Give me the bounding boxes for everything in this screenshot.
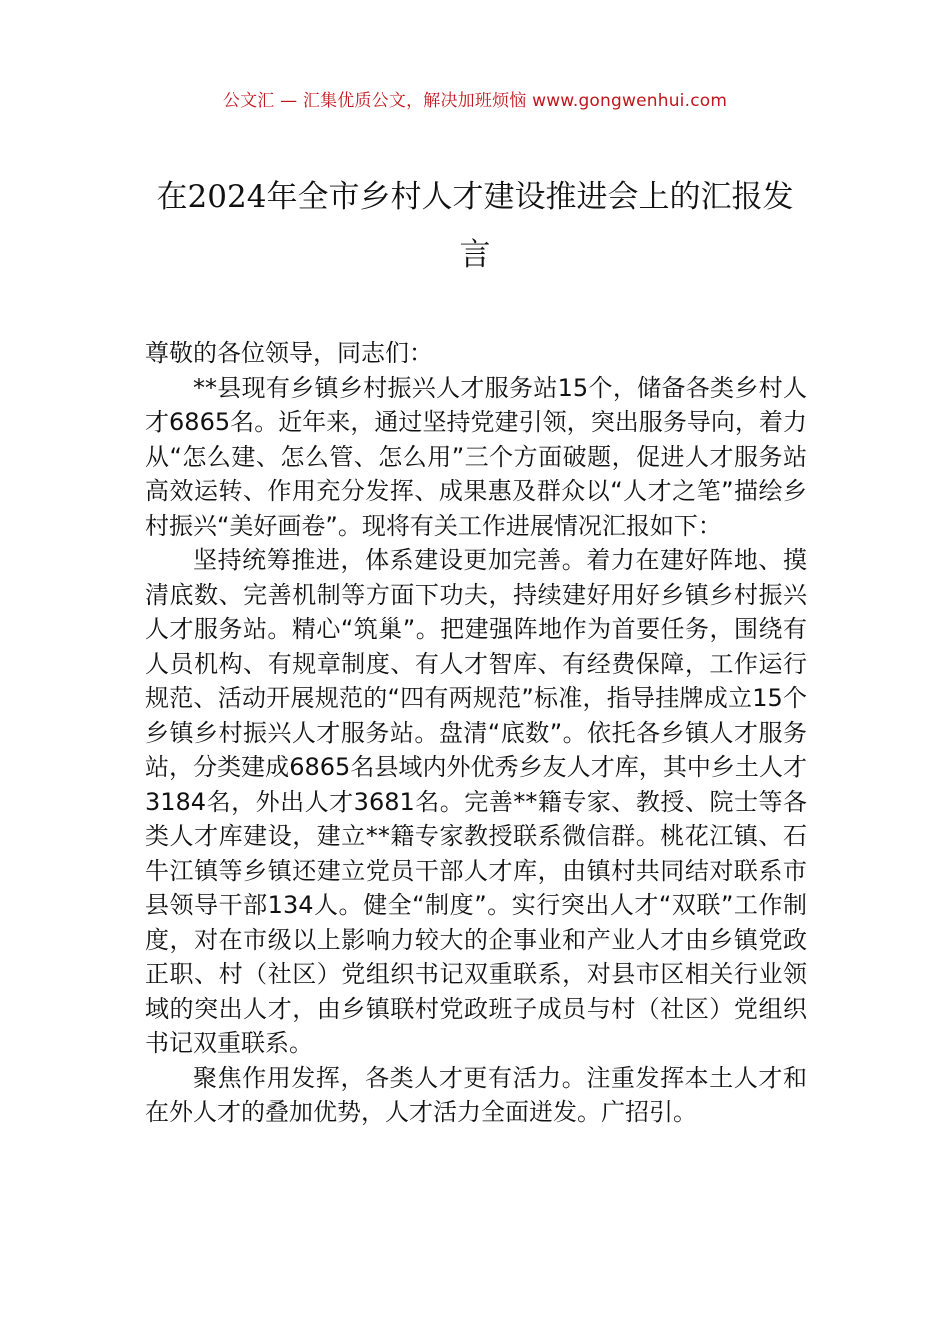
paragraph-talent-vitality: 聚焦作用发挥，各类人才更有活力。注重发挥本土人才和在外人才的叠加优势，人才活力全面迸发。广招引。	[145, 1063, 807, 1126]
document-body	[145, 336, 807, 1130]
salutation: 尊敬的各位领导，同志们：	[145, 339, 433, 367]
paragraph-intro: **县现有乡镇乡村振兴人才服务站15个，储备各类乡村人才6865名。近年来，通过坚持党建引领，突出服务导向，着力从“怎么建、怎么管、怎么用”三个方面破题，促进人才服务站高效运转、作用充分发挥、成果惠及群众以“人才之笔”描绘乡村振兴“美好画卷”。现将有关工作进展情况汇报如下：	[145, 373, 807, 540]
header-watermark-note: 公文汇 — 汇集优质公文，解决加班烦恼 www.gongwenhui.com	[222, 91, 728, 111]
document-title: 在2024年全市乡村人才建设推进会上的汇报发言	[156, 179, 794, 273]
paragraph-system-building: 坚持统筹推进，体系建设更加完善。着力在建好阵地、摸清底数、完善机制等方面下功夫，持续建好用好乡镇乡村振兴人才服务站。精心“筑巢”。把建强阵地作为首要任务，围绕有人员机构、有规章制度、有人才智库、有经费保障，工作运行规范、活动开展规范的“四有两规范”标准，指导挂牌成立15个乡镇乡村振兴人才服务站。盘清“底数”。依托各乡镇人才服务站，分类建成6865名县域内外优秀乡友人才库，其中乡土人才3184名，外出人才3681名。完善**籍专家、教授、院士等各类人才库建设，建立**籍专家教授联系微信群。桃花江镇、石牛江镇等乡镇还建立党员干部人才库，由镇村共同结对联系市县领导干部134人。健全“制度”。实行突出人才“双联”工作制度，对在市级以上影响力较大的企事业和产业人才由乡镇党政正职、村（社区）党组织书记双重联系，对县市区相关行业领域的突出人才，由乡镇联村党政班子成员与村（社区）党组织书记双重联系。	[145, 546, 807, 1057]
